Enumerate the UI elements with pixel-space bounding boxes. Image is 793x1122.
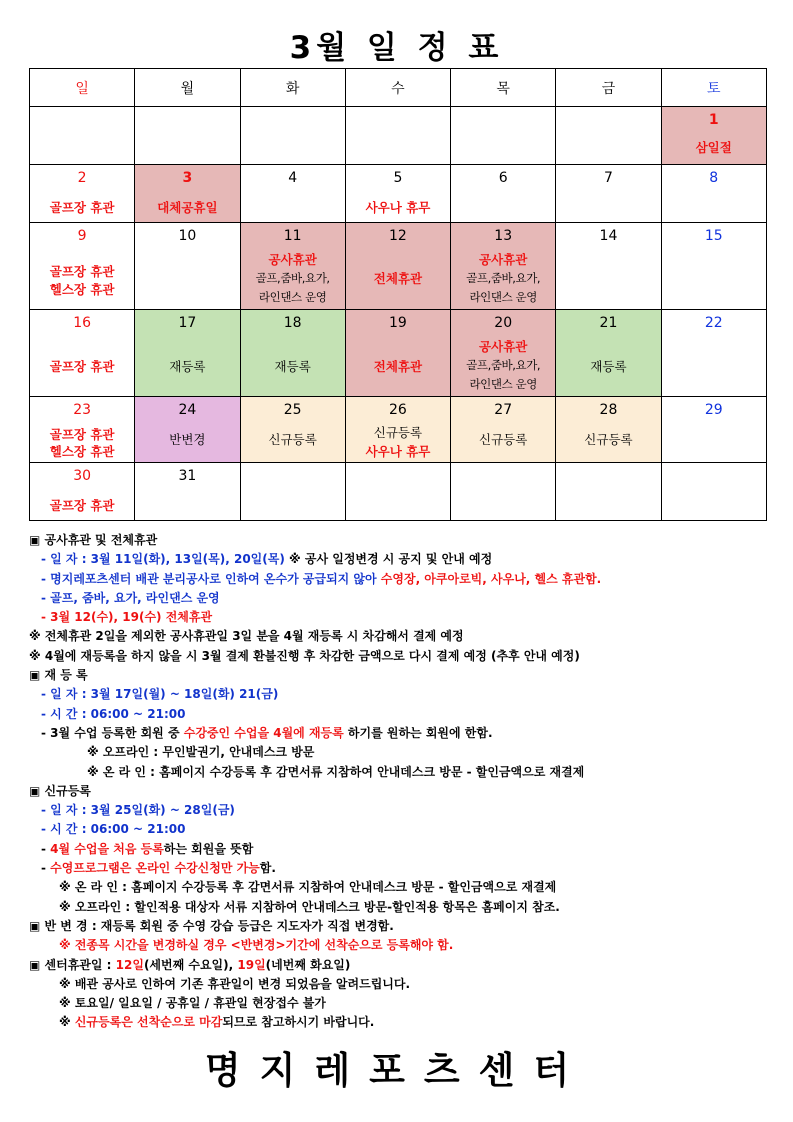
center-closure-heading (29, 956, 784, 975)
day-note: 헬스장 휴관 (49, 444, 115, 459)
day-number: 23 (73, 402, 92, 418)
day-note: 사우나 휴무 (365, 200, 431, 215)
day-cell-2 (30, 165, 135, 223)
refund-note: ※ 4월에 재등록을 하지 않을 시 3월 결제 환불진행 후 차감한 금액으로 다시 결제 예정 (추후 안내 예정) (29, 648, 580, 663)
day-cell-8 (661, 165, 766, 223)
re-registration-hours: - 시 간 : 06:00 ~ 21:00 (41, 706, 186, 721)
day-cell-7 (556, 165, 661, 223)
weekday-sat: 토 (661, 69, 766, 107)
day-number: 15 (704, 228, 723, 244)
day-cell-27 (451, 397, 556, 463)
empty-day-cell (451, 463, 556, 521)
weekday-mon: 월 (135, 69, 240, 107)
closure-reason-line (29, 570, 784, 589)
weekday-wed: 수 (345, 69, 450, 107)
day-cell-4 (240, 165, 345, 223)
weekday-thu: 목 (451, 69, 556, 107)
weekday-header-row (30, 69, 767, 107)
week-row (30, 310, 767, 397)
day-number: 11 (283, 228, 302, 244)
day-number: 7 (604, 170, 613, 186)
swim-online-only (29, 859, 784, 878)
center-name-footer: 명지레포츠센터 (204, 1049, 589, 1092)
day-note: 삼일절 (695, 140, 732, 155)
day-number: 6 (498, 170, 508, 186)
day-note: 골프,줌바,요가, (466, 358, 541, 372)
day-note: 재등록 (590, 359, 627, 374)
week-row (30, 107, 767, 165)
day-cell-3 (135, 165, 240, 223)
class-change-note: ※ 전종목 시간을 변경하실 경우 <반변경>기간에 선착순으로 등록해야 함. (59, 938, 454, 953)
day-cell-26 (345, 397, 450, 463)
day-note: 공사휴관 (268, 252, 317, 267)
definition-highlight: 4월 수업을 처음 등록 (50, 841, 164, 856)
closed-facilities: 수영장, 아쿠아로빅, 사우나, 헬스 휴관함. (380, 571, 602, 586)
eligibility-highlight: 수강중인 수업을 4월에 재등록 (183, 725, 344, 740)
day-number: 20 (494, 315, 513, 331)
notice-section (29, 531, 784, 1033)
day-number: 31 (178, 468, 197, 484)
swim-text: 함. (259, 861, 276, 876)
day-number: 3 (182, 170, 193, 186)
day-cell-10 (135, 223, 240, 310)
day-number: 18 (283, 315, 302, 331)
closure-date-remark: ※ 공사 일정변경 시 공지 및 안내 예정 (289, 552, 493, 567)
full-closure-line: - 3월 12(수), 19(수) 전체휴관 (41, 610, 213, 625)
day-cell-9 (30, 223, 135, 310)
first-come-mark: ※ (59, 1015, 75, 1030)
day-note: 신규등록 (373, 425, 423, 440)
day-number: 13 (494, 228, 513, 244)
center-closure-label: ▣ 센터휴관일 : (29, 957, 116, 972)
day-cell-17 (135, 310, 240, 397)
day-note: 신규등록 (479, 432, 528, 447)
center-closure-day1: 12일 (115, 957, 144, 972)
empty-day-cell (556, 107, 661, 165)
day-number: 17 (178, 315, 197, 331)
center-closure-day2: 19일 (237, 957, 266, 972)
empty-day-cell (240, 107, 345, 165)
day-cell-15 (661, 223, 766, 310)
day-number: 16 (73, 315, 92, 331)
swim-dash: - (41, 861, 51, 876)
empty-day-cell (345, 463, 450, 521)
closure-reason: - 명지레포츠센터 배관 분리공사로 인하여 온수가 공급되지 않아 (41, 571, 381, 586)
day-note: 신규등록 (584, 432, 633, 447)
day-cell-1 (661, 107, 766, 165)
day-number: 26 (389, 402, 407, 418)
empty-day-cell (451, 107, 556, 165)
day-note: 골프장 휴관 (49, 264, 115, 279)
closure-section-heading: ▣ 공사휴관 및 전체휴관 (29, 533, 158, 547)
re-registration-eligibility (29, 724, 784, 743)
day-cell-22 (661, 310, 766, 397)
open-programs-line: - 골프, 줌바, 요가, 라인댄스 운영 (41, 590, 220, 605)
definition-dash: - (41, 841, 51, 856)
day-note: 라인댄스 운영 (469, 290, 537, 304)
center-closure-desc2: (네번째 화요일) (265, 957, 351, 972)
re-registration-heading: ▣ 재 등 록 (29, 668, 88, 683)
day-note: 라인댄스 운영 (469, 377, 537, 391)
day-cell-30 (30, 463, 135, 521)
day-number: 28 (599, 402, 618, 418)
empty-day-cell (345, 107, 450, 165)
day-cell-6 (451, 165, 556, 223)
day-note: 재등록 (274, 359, 311, 374)
new-registration-dates: - 일 자 : 3월 25일(화) ~ 28일(금) (41, 803, 235, 818)
empty-day-cell (135, 107, 240, 165)
empty-day-cell (240, 463, 345, 521)
day-note: 대체공휴일 (157, 200, 218, 215)
day-cell-29 (661, 397, 766, 463)
day-cell-31 (135, 463, 240, 521)
day-number: 29 (704, 402, 723, 418)
day-cell-12 (345, 223, 450, 310)
day-cell-13 (451, 223, 556, 310)
weekday-sun: 일 (30, 69, 135, 107)
center-closure-desc1: (세번째 수요일), (143, 957, 238, 972)
day-note: 재등록 (169, 359, 206, 374)
deduction-note: ※ 전체휴관 2일을 제외한 공사휴관일 3일 분을 4월 재등록 시 차감해서 결제 예정 (29, 629, 464, 644)
new-registration-heading: ▣ 신규등록 (29, 783, 91, 798)
day-number: 2 (77, 170, 87, 186)
day-number: 22 (704, 315, 723, 331)
day-note: 골프장 휴관 (49, 359, 115, 374)
day-cell-5 (345, 165, 450, 223)
week-row (30, 397, 767, 463)
day-number: 30 (73, 468, 92, 484)
day-cell-28 (556, 397, 661, 463)
day-number: 4 (288, 170, 298, 186)
first-come-highlight: 신규등록은 선착순으로 마감 (74, 1015, 223, 1030)
closure-date-line (29, 550, 784, 569)
first-come-note (29, 1013, 784, 1032)
day-number: 10 (178, 228, 197, 244)
day-note: 골프,줌바,요가, (466, 271, 541, 285)
day-number: 24 (178, 402, 197, 418)
day-note: 골프장 휴관 (49, 427, 115, 442)
day-note: 전체휴관 (373, 359, 423, 374)
day-note: 공사휴관 (479, 339, 528, 354)
day-number: 14 (599, 228, 618, 244)
week-row (30, 463, 767, 521)
day-note: 반변경 (169, 432, 206, 447)
day-cell-11 (240, 223, 345, 310)
day-cell-25 (240, 397, 345, 463)
day-number: 21 (599, 315, 618, 331)
page-title: 3월 일 정 표 (289, 30, 504, 66)
day-note: 골프,줌바,요가, (255, 271, 330, 285)
weekday-fri: 금 (556, 69, 661, 107)
day-number: 5 (393, 170, 403, 186)
swim-highlight: 수영프로그램은 온라인 수강신청만 가능 (50, 861, 260, 876)
day-cell-19 (345, 310, 450, 397)
new-registration-hours: - 시 간 : 06:00 ~ 21:00 (41, 822, 186, 837)
week-row (30, 223, 767, 310)
eligibility-text: - 3월 수업 등록한 회원 중 (41, 725, 184, 740)
empty-day-cell (30, 107, 135, 165)
day-number: 8 (709, 170, 719, 186)
day-cell-24 (135, 397, 240, 463)
week-row (30, 165, 767, 223)
re-registration-online: ※ 온 라 인 : 홈페이지 수강등록 후 감면서류 지참하여 안내데스크 방문 - 할인금액으로 재결제 (87, 764, 585, 779)
day-cell-20 (451, 310, 556, 397)
empty-day-cell (661, 463, 766, 521)
day-note: 사우나 휴무 (365, 444, 431, 459)
day-note: 골프장 휴관 (49, 200, 115, 215)
day-cell-23 (30, 397, 135, 463)
day-number: 1 (708, 112, 719, 128)
weekday-tue: 화 (240, 69, 345, 107)
center-closure-change-note: ※ 배관 공사로 인하여 기존 휴관일이 변경 되었음을 알려드립니다. (59, 976, 411, 991)
day-note: 라인댄스 운영 (258, 290, 327, 304)
day-number: 27 (494, 402, 513, 418)
day-cell-16 (30, 310, 135, 397)
empty-day-cell (556, 463, 661, 521)
closure-dates: - 일 자 : 3월 11일(화), 13일(목), 20일(목) (41, 552, 290, 567)
re-registration-dates: - 일 자 : 3월 17일(월) ~ 18일(화) 21(금) (41, 687, 279, 702)
eligibility-text-end: 하기를 원하는 회원에 한함. (343, 725, 493, 740)
day-note: 골프장 휴관 (49, 498, 115, 513)
day-number: 12 (389, 228, 407, 244)
day-number: 9 (77, 228, 87, 244)
day-note: 헬스장 휴관 (49, 282, 115, 297)
calendar-table (29, 68, 767, 521)
first-come-text: 되므로 참고하시기 바랍니다. (222, 1015, 375, 1030)
day-number: 25 (283, 402, 302, 418)
day-cell-14 (556, 223, 661, 310)
new-registration-offline: ※ 오프라인 : 할인적용 대상자 서류 지참하여 안내데스크 방문-할인적용 항목은 홈페이지 참조. (59, 899, 560, 914)
new-registration-online: ※ 온 라 인 : 홈페이지 수강등록 후 감면서류 지참하여 안내데스크 방문 - 할인금액으로 재결제 (59, 880, 557, 895)
definition-text: 하는 회원을 뜻함 (163, 841, 254, 856)
day-cell-21 (556, 310, 661, 397)
day-note: 신규등록 (268, 432, 317, 447)
no-onsite-registration-note: ※ 토요일/ 일요일 / 공휴일 / 휴관일 현장접수 불가 (59, 996, 326, 1011)
day-number: 19 (389, 315, 407, 331)
day-cell-18 (240, 310, 345, 397)
re-registration-offline: ※ 오프라인 : 무인발권기, 안내데스크 방문 (87, 745, 315, 760)
class-change-heading: ▣ 반 변 경 : 재등록 회원 중 수영 강습 등급은 지도자가 직접 변경함. (29, 918, 394, 933)
new-registration-definition (29, 840, 784, 859)
day-note: 공사휴관 (479, 252, 528, 267)
day-note: 전체휴관 (373, 271, 423, 286)
